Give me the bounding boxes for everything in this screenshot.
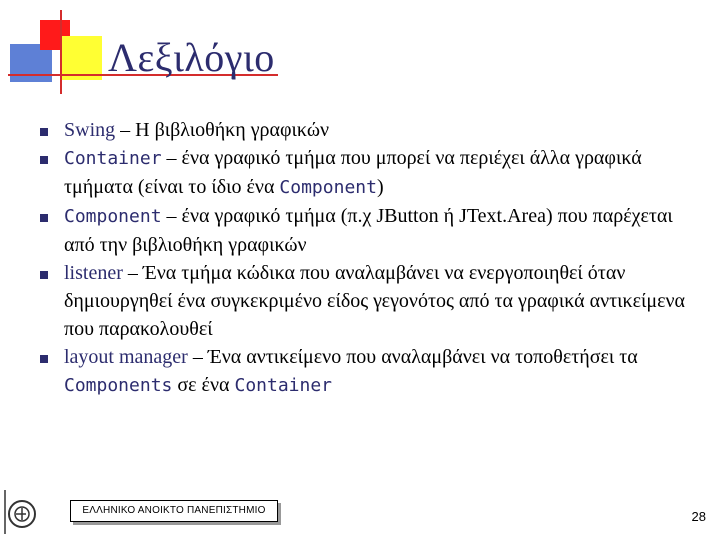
footer-university-name: ΕΛΛΗΝΙΚΟ ΑΝΟΙΚΤΟ ΠΑΝΕΠΙΣΤΗΜΙΟ — [70, 500, 278, 522]
decor-vertical-line — [60, 10, 62, 94]
university-logo-icon — [0, 492, 42, 534]
definition-text: – ένα γραφικό τμήμα που μπορεί να περιέχει άλλα γραφικά τμήματα (είναι το ίδιο ένα — [64, 147, 642, 198]
term-components-inline: Components — [64, 375, 173, 396]
bullet-item-layout-manager — [38, 343, 698, 400]
bullet-item-container — [38, 144, 698, 202]
bullet-list — [38, 116, 698, 400]
term-component: Component — [64, 206, 162, 227]
bullet-square-icon — [40, 156, 48, 164]
page-number: 28 — [691, 509, 706, 524]
slide-title: Λεξιλόγιο — [108, 35, 275, 80]
definition-text-end: ) — [376, 176, 384, 198]
definition-text: – ένα γραφικό τμήμα (π.χ JButton ή JText.Area) που παρέχεται από την βιβλιοθήκη γραφικών — [64, 205, 673, 256]
term-swing: Swing — [64, 119, 116, 141]
bullet-square-icon — [40, 128, 48, 136]
bullet-square-icon — [40, 214, 48, 222]
term-container: Container — [64, 148, 162, 169]
bullet-square-icon — [40, 271, 48, 279]
definition-text-mid: σε ένα — [172, 374, 235, 396]
term-component-inline: Component — [279, 177, 377, 198]
bullet-item-swing — [38, 116, 698, 144]
term-layout-manager: layout manager — [64, 346, 188, 368]
definition-text: – Ένα αντικείμενο που αναλαμβάνει να τοποθετήσει τα — [187, 346, 638, 368]
definition-text: – Η βιβλιοθήκη γραφικών — [115, 119, 330, 141]
bullet-item-listener — [38, 259, 698, 343]
bullet-square-icon — [40, 355, 48, 363]
definition-text: – Ένα τμήμα κώδικα που αναλαμβάνει να ενεργοποιηθεί όταν δημιουργηθεί ένα συγκεκριμένο είδος γεγονότος από τα γραφικά αντικείμενα που παρακολουθεί — [64, 262, 686, 340]
term-container-inline: Container — [234, 375, 333, 396]
term-listener: listener — [64, 262, 123, 284]
bullet-item-component — [38, 202, 698, 259]
